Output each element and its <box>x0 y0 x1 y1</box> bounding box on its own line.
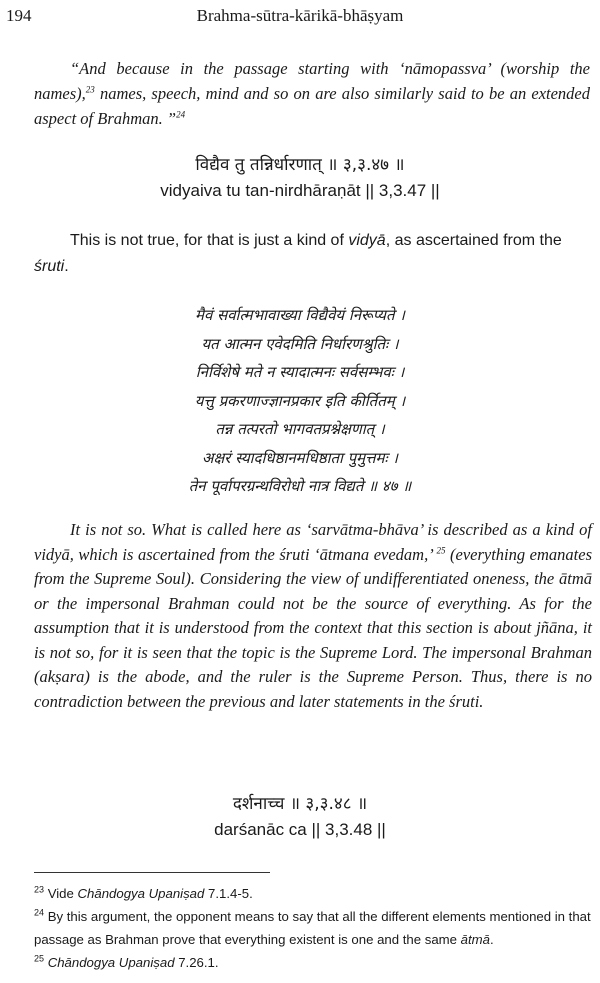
verse-line: अक्षरं स्यादधिष्ठानमधिष्ठाता पुमुत्तमः । <box>202 448 398 467</box>
footnote-25 <box>34 951 592 974</box>
translation-term-vidya: vidyā <box>348 232 386 249</box>
translation-text-1: This is not true, for that is just a kind of <box>70 232 349 249</box>
sutra-47 <box>0 153 600 203</box>
footnote-number: 25 <box>34 953 45 964</box>
footnote-number: 23 <box>34 884 45 895</box>
page-header <box>6 6 594 28</box>
sutra-48-devanagari: दर्शनाच्च ॥ ३,३.४८ ॥ <box>232 794 368 814</box>
footnotes <box>34 882 592 974</box>
footnote-text: By this argument, the opponent means to say that all the different elements mentioned in that passage as Brahman prove that everything existent is one and the same <box>34 909 591 947</box>
running-title: Brahma-sūtra-kārikā-bhāṣyam <box>196 6 404 25</box>
verse-line: निर्विशेषे मते न स्यादात्मनः सर्वसम्भवः । <box>195 363 405 381</box>
footnote-text: 7.26.1. <box>174 955 219 970</box>
commentary-text-2: (everything emanates from the Supreme Soul). Considering the view of undifferentiated oneness, the ātmā or the impersonal Brahman could not be the source of everything. As for the assumption that it is understood from the context that this section is about jñāna, it is not so, for it is seen that the topic is the Supreme Lord. The impersonal Brahman (akṣara) is the abode, and the ruler is the Supreme Person. Thus, there is no contradiction between the previous and later statements in the śruti. <box>34 544 593 711</box>
verse-line: यत आत्मन एवेदमिति निर्धारणश्रुतिः । <box>201 334 399 353</box>
footnote-23 <box>34 882 592 905</box>
sutra-47-devanagari: विद्यैव तु तन्निर्धारणात् ॥ ३,३.४७ ॥ <box>195 155 405 175</box>
footnote-title: Chāndogya Upaniṣad <box>47 955 175 970</box>
sutra-47-transliteration: vidyaiva tu tan-nirdhāraṇāt || 3,3.47 || <box>160 181 440 200</box>
page-number: 194 <box>6 6 32 25</box>
footnote-text: Vide <box>47 886 78 901</box>
quote-text-1: “And because in the passage starting with ‘nāmopassva’ (worship the names), <box>34 59 590 103</box>
footnote-ref-25[interactable]: 25 <box>436 545 446 555</box>
verse-line: यत्तु प्रकरणाज्ज्ञानप्रकार इति कीर्तितम् । <box>194 391 406 410</box>
footnote-title: ātmā <box>460 932 490 947</box>
commentary-paragraph <box>34 518 592 714</box>
footnote-text: 7.1.4-5. <box>204 886 253 901</box>
sutra-48 <box>0 792 600 842</box>
footnote-text: . <box>489 932 494 947</box>
verse-line: मैवं सर्वात्मभावाख्या विद्यैवेयं निरूप्यते । <box>195 306 405 324</box>
verse-line: तेन पूर्वापरग्रन्थविरोधो नात्र विद्यते ॥ ४७ ॥ <box>188 477 412 495</box>
footnote-title: Chāndogya Upaniṣad <box>77 886 205 901</box>
karika-verse-47 <box>0 301 600 501</box>
footnote-24 <box>34 905 592 951</box>
opponent-quote <box>34 56 590 131</box>
sutra-48-transliteration: darśanāc ca || 3,3.48 || <box>214 820 386 839</box>
translation-term-sruti: śruti <box>34 258 65 275</box>
commentary-text-1: It is not so. What is called here as ‘sarvātma-bhāva’ is described as a kind of vidyā, which is ascertained from the śruti ‘ātmana evedam,’ <box>34 520 592 564</box>
footnote-number: 24 <box>34 907 45 918</box>
quote-text-2: names, speech, mind and so on are also similarly said to be an extended aspect of Brahman. ” <box>34 84 590 128</box>
translation-text-3: . <box>64 258 69 275</box>
footnote-ref-24[interactable]: 24 <box>176 109 186 120</box>
sutra-47-translation <box>34 228 592 280</box>
footnote-divider <box>34 872 270 873</box>
footnote-ref-23[interactable]: 23 <box>85 84 95 95</box>
verse-line: तन्न तत्परतो भागवतप्रश्नेक्षणात् । <box>215 420 385 438</box>
translation-text-2: , as ascertained from the <box>385 232 562 249</box>
